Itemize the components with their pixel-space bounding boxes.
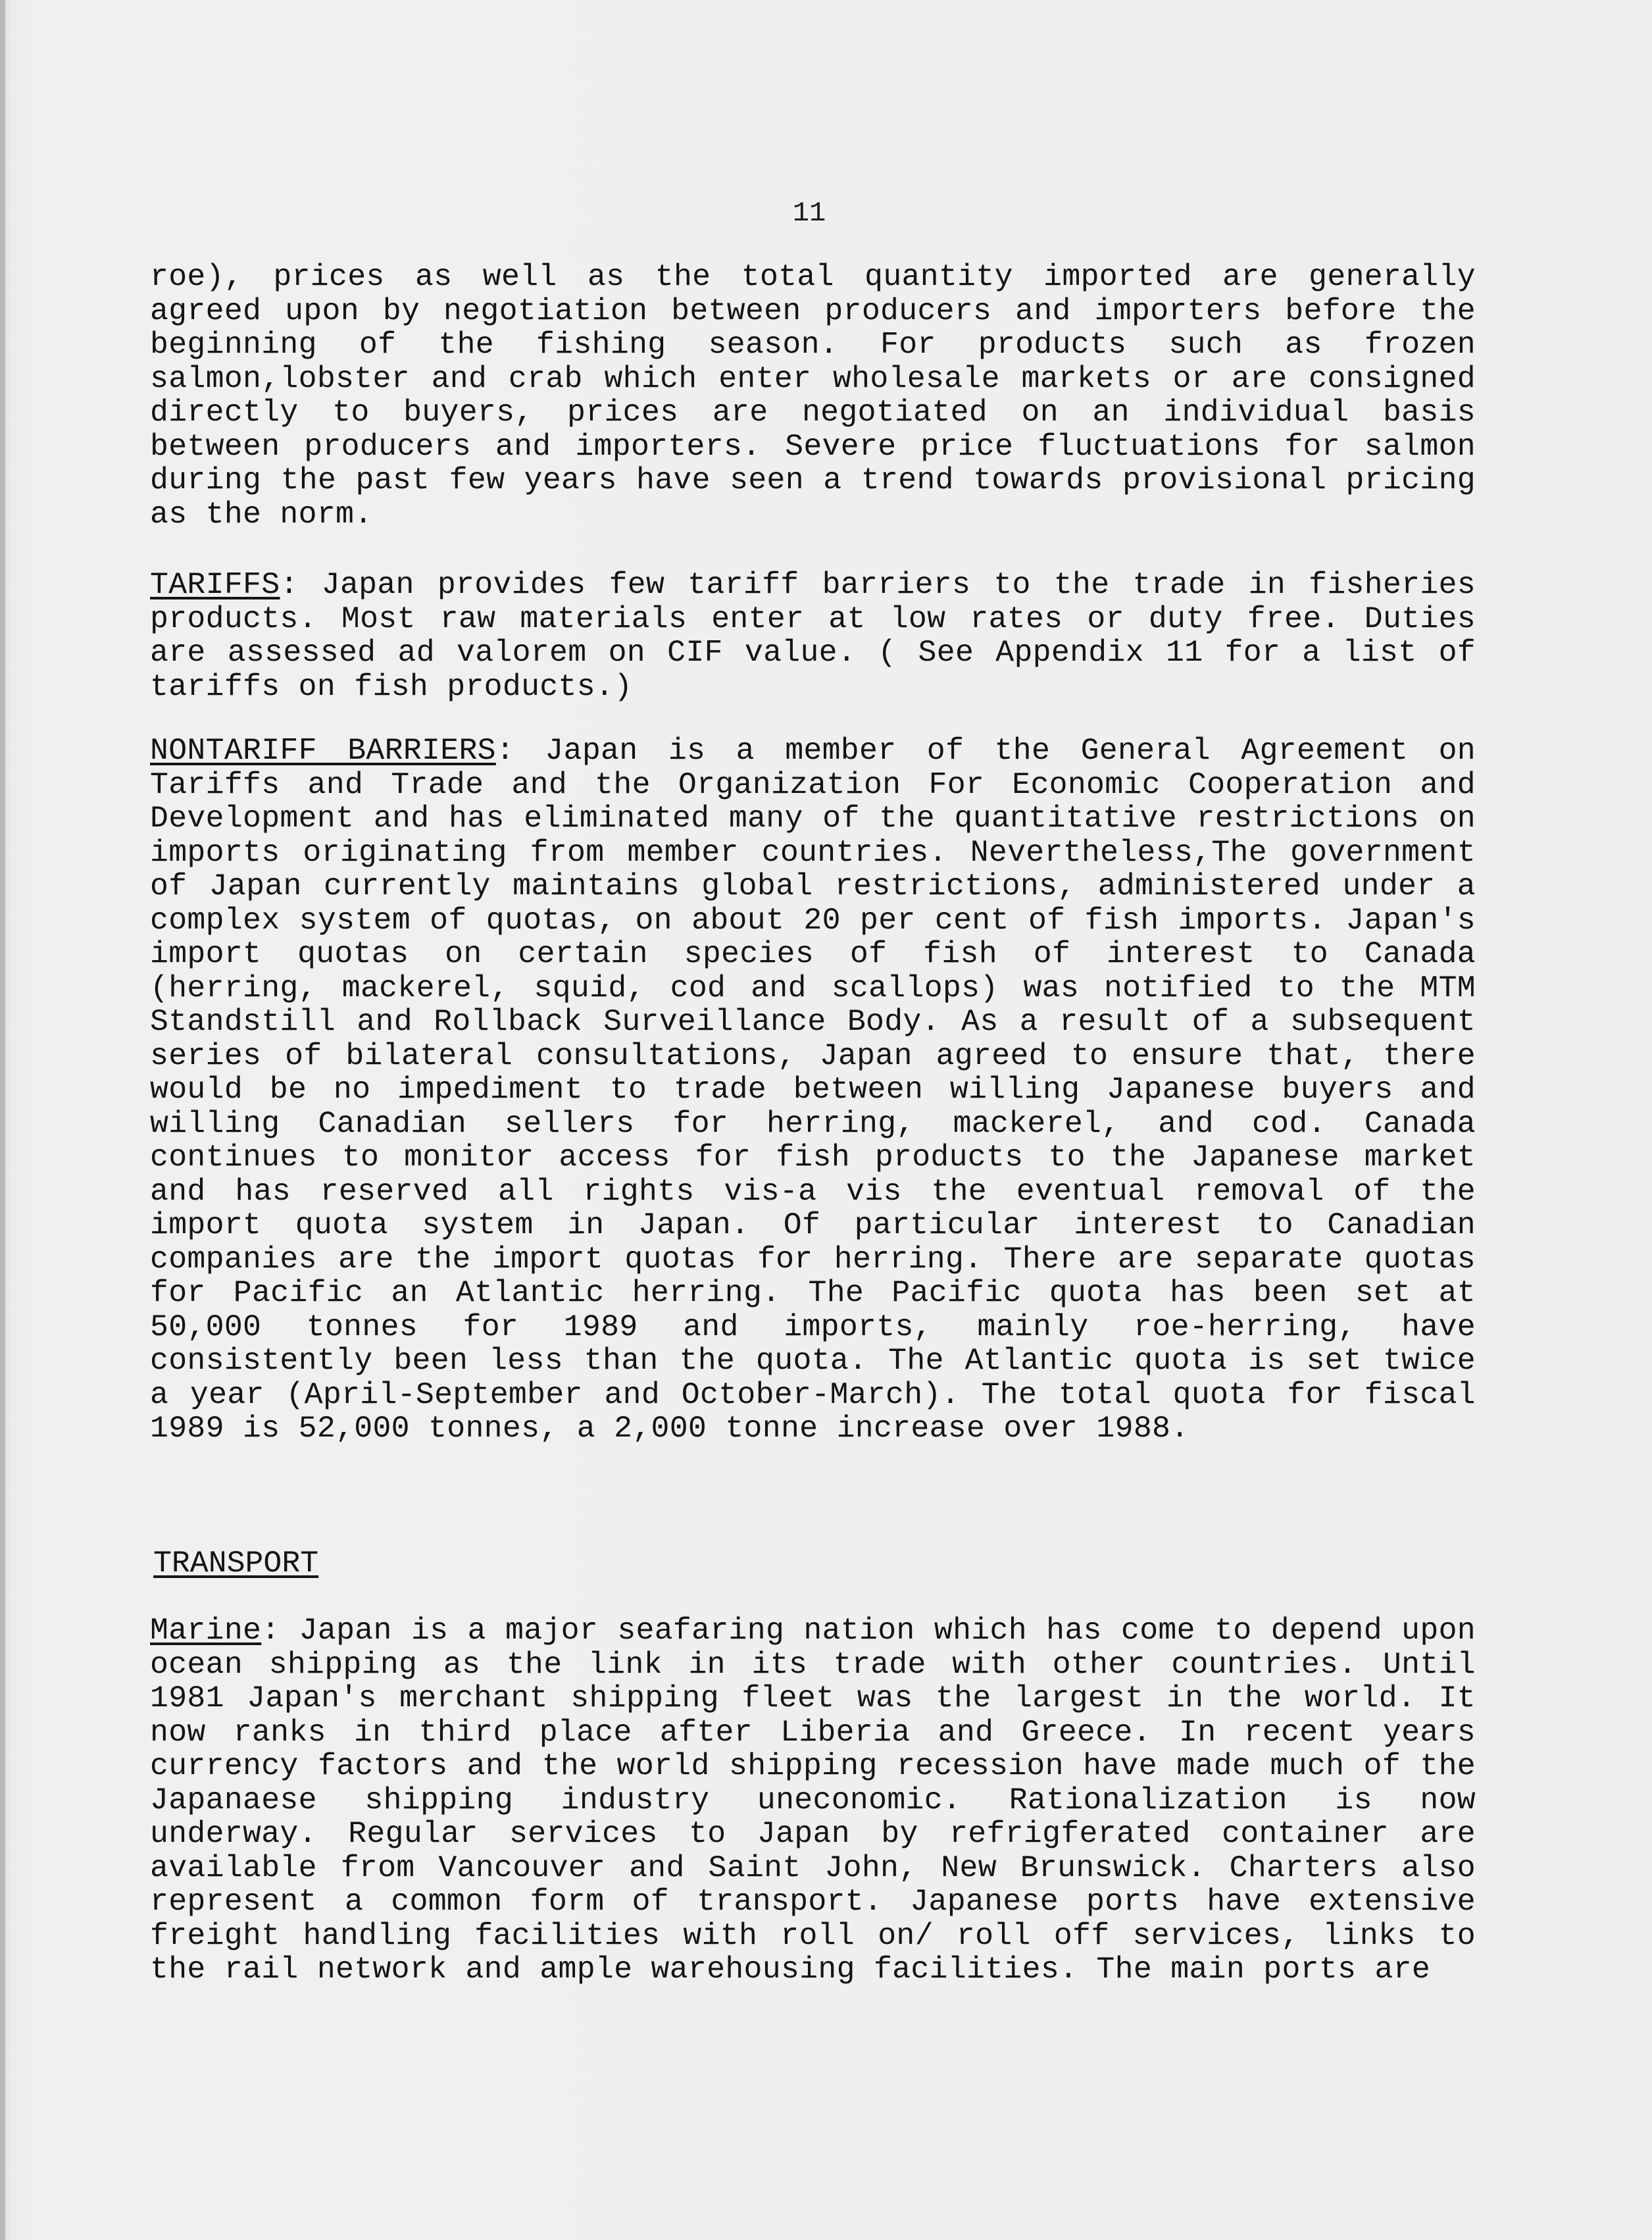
paragraph-intro	[150, 260, 1476, 531]
page-edge	[0, 0, 5, 2240]
tariffs-heading: TARIFFS	[150, 567, 280, 602]
paragraph-intro-text: roe), prices as well as the total quantity imported are generally agreed upon by negotiation between producers and importers before the beginning of the fishing season. For products such as frozen salmon,lobster and crab which enter wholesale markets or are consigned directly to buyers, prices are negotiated on an individual basis between producers and importers. Severe price fluctuations for salmon during the past few years have seen a trend towards provisional pricing as the norm.	[150, 259, 1476, 532]
page-number: 11	[792, 197, 826, 229]
paragraph-tariffs	[150, 568, 1476, 703]
nontariff-heading: NONTARIFF BARRIERS	[150, 733, 496, 768]
paragraph-marine	[150, 1614, 1476, 1987]
nontariff-text: : Japan is a member of the General Agreement on Tariffs and Trade and the Organization For Economic Cooperation and Development and has eliminated many of the quantitative restrictions on imports originating from member countries. Nevertheless,The government of Japan currently maintains global restrictions, administered under a complex system of quotas, on about 20 per cent of fish imports. Japan's import quotas on certain species of fish of interest to Canada (herring, mackerel, squid, cod and scallops) was notified to the MTM Standstill and Rollback Surveillance Body. As a result of a subsequent series of bilateral consultations, Japan agreed to ensure that, there would be no impediment to trade between willing Japanese buyers and willing Canadian sellers for herring, mackerel, and cod. Canada continues to monitor access for fish products to the Japanese market and has reserved all rights vis-a vis the eventual removal of the import quota system in Japan. Of particular interest to Canadian companies are the import quotas for herring. There are separate quotas for Pacific an Atlantic herring. The Pacific quota has been set at 50,000 tonnes for 1989 and imports, mainly roe-herring, have consistently been less than the quota. The Atlantic quota is set twice a year (April-September and October-March). The total quota for fiscal 1989 is 52,000 tonnes, a 2,000 tonne increase over 1988.	[150, 733, 1476, 1446]
marine-heading: Marine	[150, 1613, 262, 1648]
paragraph-nontariff-barriers	[150, 734, 1476, 1446]
tariffs-text: : Japan provides few tariff barriers to the trade in fisheries products. Most raw materials enter at low rates or duty free. Duties are assessed ad valorem on CIF value. ( See Appendix 11 for a list of tariffs on fish products.)	[150, 567, 1476, 704]
transport-section-title: TRANSPORT	[153, 1546, 319, 1581]
marine-text: : Japan is a major seafaring nation which has come to depend upon ocean shipping as the link in its trade with other countries. Until 1981 Japan's merchant shipping fleet was the largest in the world. It now ranks in third place after Liberia and Greece. In recent years currency factors and the world shipping recession have made much of the Japanaese shipping industry uneconomic. Rationalization is now underway. Regular services to Japan by refrigferated container are available from Vancouver and Saint John, New Brunswick. Charters also represent a common form of transport. Japanese ports have extensive freight handling facilities with roll on/ roll off services, links to the rail network and ample warehousing facilities. The main ports are	[150, 1613, 1476, 1987]
